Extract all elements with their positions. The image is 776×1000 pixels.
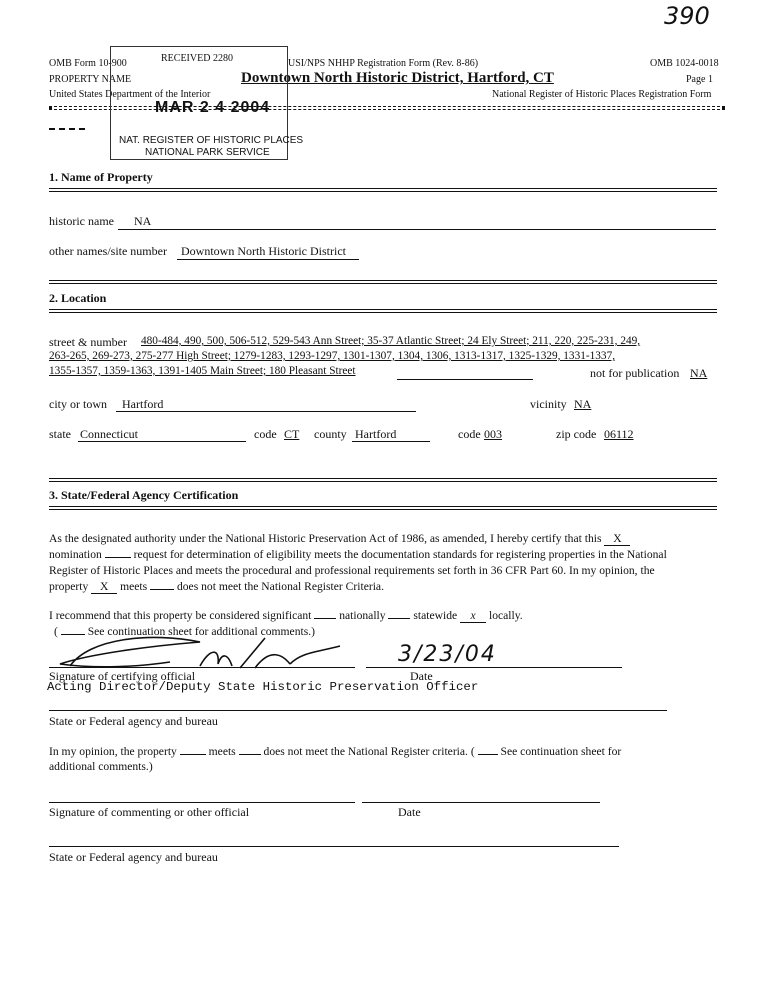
- not-for-publication-label: not for publication: [590, 366, 680, 380]
- city-label: city or town: [49, 397, 107, 411]
- nationally-blank: [314, 618, 336, 619]
- signature-line: [49, 667, 355, 668]
- section3-heading: 3. State/Federal Agency Certification: [49, 488, 239, 502]
- opinion-meets-blank: [180, 754, 206, 755]
- cert-text-a: As the designated authority under the National Historic Preservation Act of 1986, as amended, I hereby certify that this: [49, 532, 602, 545]
- city-value: Hartford: [122, 397, 164, 411]
- cert-text-g: does not meet the National Register Criteria.: [176, 580, 384, 593]
- recommend-a: I recommend that this property be considered significant: [49, 609, 312, 622]
- open-paren: (: [54, 625, 58, 638]
- certification-line4: [49, 580, 384, 594]
- section3-rule: [49, 506, 717, 510]
- date-label: Date: [410, 669, 433, 683]
- agency-label: State or Federal agency and bureau: [49, 714, 218, 728]
- nomination-mark: X: [604, 532, 630, 546]
- county-value: Hartford: [355, 427, 397, 441]
- signature-label: Signature of certifying official: [49, 669, 196, 683]
- street-line2: 263-265, 269-273, 275-277 High Street; 1279-1283, 1293-1297, 1301-1307, 1304, 1306, 1313-1317, 1325-1329, 1331-1337,: [49, 350, 616, 362]
- historic-name-value: NA: [134, 214, 152, 228]
- continuation-text: See continuation sheet for additional comments.): [87, 625, 315, 638]
- statewide-blank: [388, 618, 410, 619]
- opinion-b: meets: [208, 745, 236, 758]
- section3-top-rule: [49, 478, 717, 482]
- omb-form-number: OMB Form 10-900: [49, 58, 127, 69]
- state-value: Connecticut: [80, 427, 138, 441]
- state-code-label: code: [254, 427, 277, 441]
- received-stamp: [110, 46, 304, 160]
- county-code-value: 003: [484, 427, 502, 441]
- agency2-line: [49, 846, 619, 847]
- cert-text-b: nomination: [49, 548, 102, 561]
- opinion-c: does not meet the National Register criteria. (: [263, 745, 475, 758]
- opinion-line: [49, 745, 621, 758]
- state-label: state: [49, 427, 71, 441]
- vicinity-label: vicinity: [530, 397, 567, 411]
- section2-rule: [49, 309, 717, 313]
- recommend-b: nationally: [339, 609, 386, 622]
- street-label: street & number: [49, 335, 127, 349]
- section2-heading: 2. Location: [49, 291, 107, 305]
- zip-value: 06112: [604, 427, 634, 441]
- stamp-line2: NATIONAL PARK SERVICE: [145, 147, 270, 158]
- street-line3-fill: [397, 379, 533, 380]
- recommend-c: statewide: [413, 609, 458, 622]
- historic-name-label: historic name: [49, 214, 114, 228]
- opinion-continuation-blank: [478, 754, 498, 755]
- not-for-publication-value: NA: [690, 366, 708, 380]
- recommend-d: locally.: [489, 609, 523, 622]
- stamp-date: MAR 2 4 2004: [155, 99, 271, 116]
- usi-form-revision: USI/NPS NHHP Registration Form (Rev. 8-86): [288, 58, 479, 69]
- stamp-received: RECEIVED 2280: [161, 53, 233, 64]
- certification-line2: [49, 548, 667, 561]
- page-label: Page 1: [686, 74, 713, 85]
- street-line1: 480-484, 490, 500, 506-512, 529-543 Ann Street; 35-37 Atlantic Street; 24 Ely Street; 211, 220, 225-231, 249,: [141, 335, 641, 347]
- request-blank: [105, 557, 131, 558]
- opinion-not-meet-blank: [239, 754, 261, 755]
- handwritten-page-number: 390: [664, 2, 710, 30]
- date-line: [366, 667, 622, 668]
- opinion-line2: additional comments.): [49, 760, 153, 773]
- section1-heading: 1. Name of Property: [49, 170, 153, 184]
- opinion-d: See continuation sheet for: [500, 745, 622, 758]
- does-not-meet-blank: [150, 589, 174, 590]
- cert-text-f: meets: [120, 580, 148, 593]
- meets-mark: X: [91, 580, 117, 594]
- other-names-label: other names/site number: [49, 244, 167, 258]
- date2-line: [362, 802, 600, 803]
- recommend-line: [49, 609, 523, 623]
- date2-label: Date: [398, 805, 421, 819]
- property-name-title: Downtown North Historic District, Hartford, CT: [241, 70, 554, 86]
- agency-line: [49, 710, 667, 711]
- signature2-label: Signature of commenting or other official: [49, 805, 250, 819]
- section2-top-rule: [49, 280, 717, 284]
- signature-date-handwritten: 3/23/04: [398, 642, 497, 667]
- cert-text-c: request for determination of eligibility meets the documentation standards for registering properties in the National: [133, 548, 667, 561]
- form-title: National Register of Historic Places Registration Form: [492, 89, 712, 100]
- opinion-a: In my opinion, the property: [49, 745, 177, 758]
- cert-text-e: property: [49, 580, 89, 593]
- property-name-label: PROPERTY NAME: [49, 74, 132, 85]
- zip-label: zip code: [556, 427, 597, 441]
- other-names-value: Downtown North Historic District: [181, 244, 346, 258]
- section1-rule: [49, 188, 717, 192]
- county-label: county: [314, 427, 347, 441]
- other-names-line: [177, 259, 359, 260]
- omb-approval-number: OMB 1024-0018: [650, 58, 719, 69]
- county-code-label: code: [458, 427, 481, 441]
- street-line3: 1355-1357, 1359-1363, 1391-1405 Main Street; 180 Pleasant Street: [49, 365, 356, 377]
- vicinity-value: NA: [574, 397, 592, 411]
- historic-name-line: [118, 229, 716, 230]
- agency2-label: State or Federal agency and bureau: [49, 850, 218, 864]
- official-title-typed: Acting Director/Deputy State Historic Preservation Officer: [47, 680, 479, 694]
- header-short-rule: [49, 128, 85, 130]
- certification-line3: Register of Historic Places and meets the procedural and professional requirements set forth in 36 CFR Part 60. In my opinion, the: [49, 564, 655, 577]
- stamp-line1: NAT. REGISTER OF HISTORIC PLACES: [119, 135, 304, 146]
- state-code-value: CT: [284, 427, 300, 441]
- locally-mark: x: [460, 609, 486, 623]
- signature2-line: [49, 802, 355, 803]
- department-label: United States Department of the Interior: [49, 89, 211, 100]
- certification-line1: [49, 532, 630, 546]
